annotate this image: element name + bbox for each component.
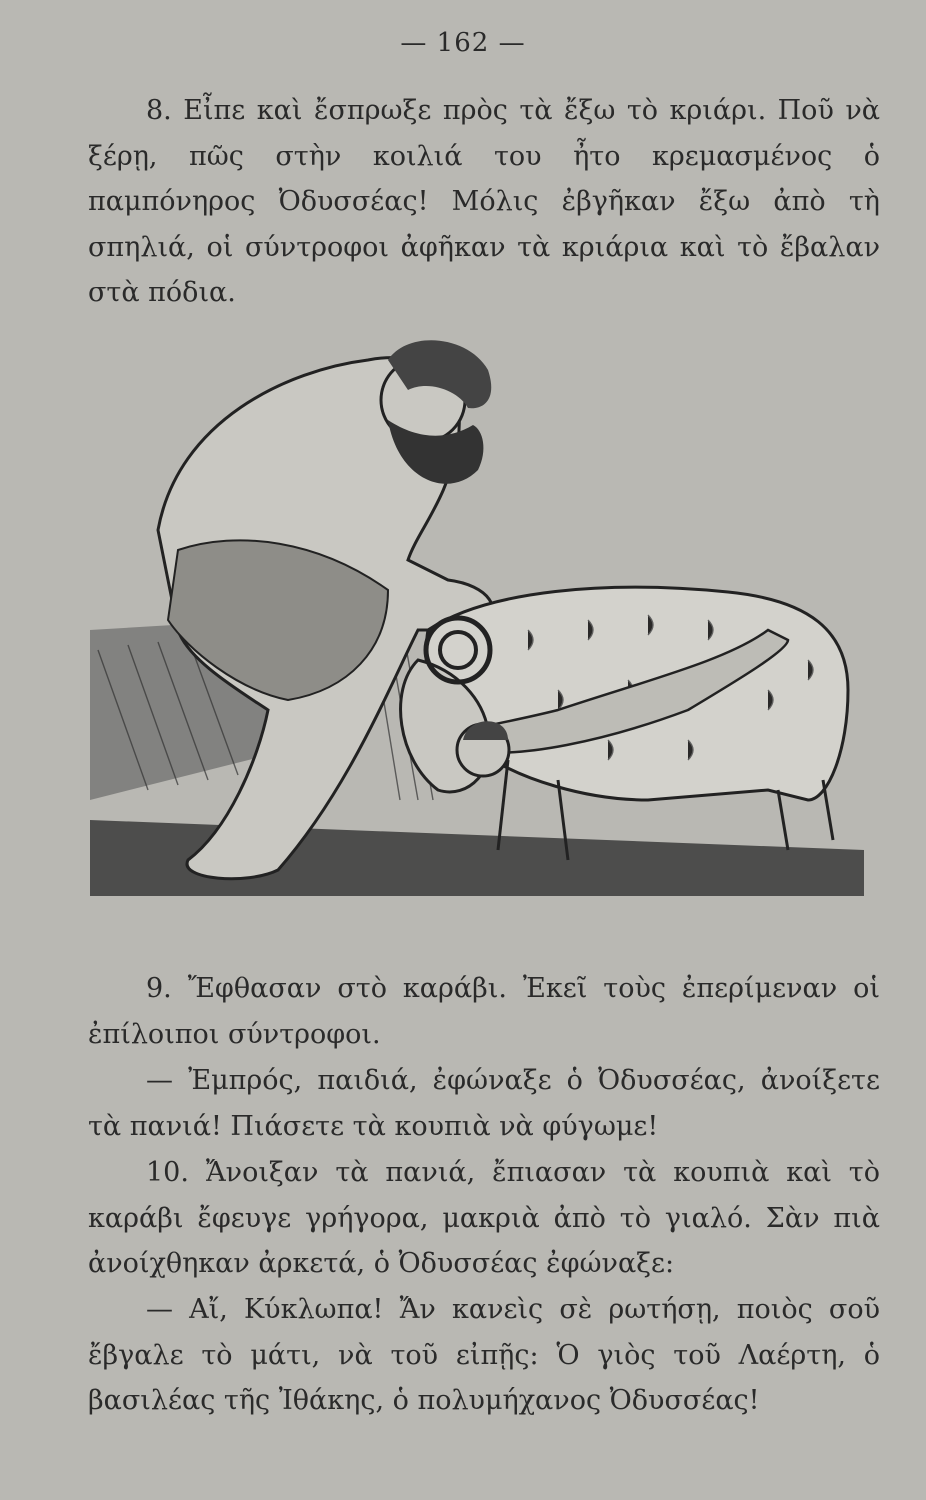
woodcut-illustration-icon xyxy=(88,330,866,898)
paragraph-9-dialogue: — Ἐμπρός, παιδιά, ἐφώναξε ὁ Ὀδυσσέας, ἀνοίξετε τὰ πανιά! Πιάσετε τὰ κουπιὰ νὰ φύγωμε! xyxy=(88,1065,880,1142)
illustration-figure xyxy=(88,330,866,898)
paragraph-10: 10. Ἄνοιξαν τὰ πανιά, ἔπιασαν τὰ κουπιὰ καὶ τὸ καράβι ἔφευγε γρήγορα, μακριὰ ἀπὸ τὸ γιαλό. Σὰν πιὰ ἀνοίχθηκαν ἀρκετά, ὁ Ὀδυσσέας ἐφώναξε: xyxy=(88,1157,880,1280)
paragraph-8: 8. Εἶπε καὶ ἔσπρωξε πρὸς τὰ ἔξω τὸ κριάρι. Ποῦ νὰ ξέρῃ, πῶς στὴν κοιλιά του ἦτο κρεμασμένος ὁ παμπόνηρος Ὀδυσσέας! Μόλις ἐβγῆκαν ἔξω ἀπὸ τὴ σπηλιά, οἱ σύντροφοι ἀφῆκαν τὰ κριάρια καὶ τὸ ἔβαλαν στὰ πόδια. xyxy=(88,95,880,309)
paragraph-10-dialogue: — Αἴ, Κύκλωπα! Ἄν κανεὶς σὲ ρωτήσῃ, ποιὸς σοῦ ἔβγαλε τὸ μάτι, νὰ τοῦ εἰπῇς: Ὁ γιὸς τοῦ Λαέρτη, ὁ βασιλέας τῆς Ἰθάκης, ὁ πολυμήχανος Ὀδυσσέας! xyxy=(88,1294,880,1417)
paragraph-9: 9. Ἔφθασαν στὸ καράβι. Ἐκεῖ τοὺς ἐπερίμεναν οἱ ἐπίλοιποι σύντροφοι. xyxy=(88,973,880,1050)
page-number: — 162 — xyxy=(400,28,526,58)
